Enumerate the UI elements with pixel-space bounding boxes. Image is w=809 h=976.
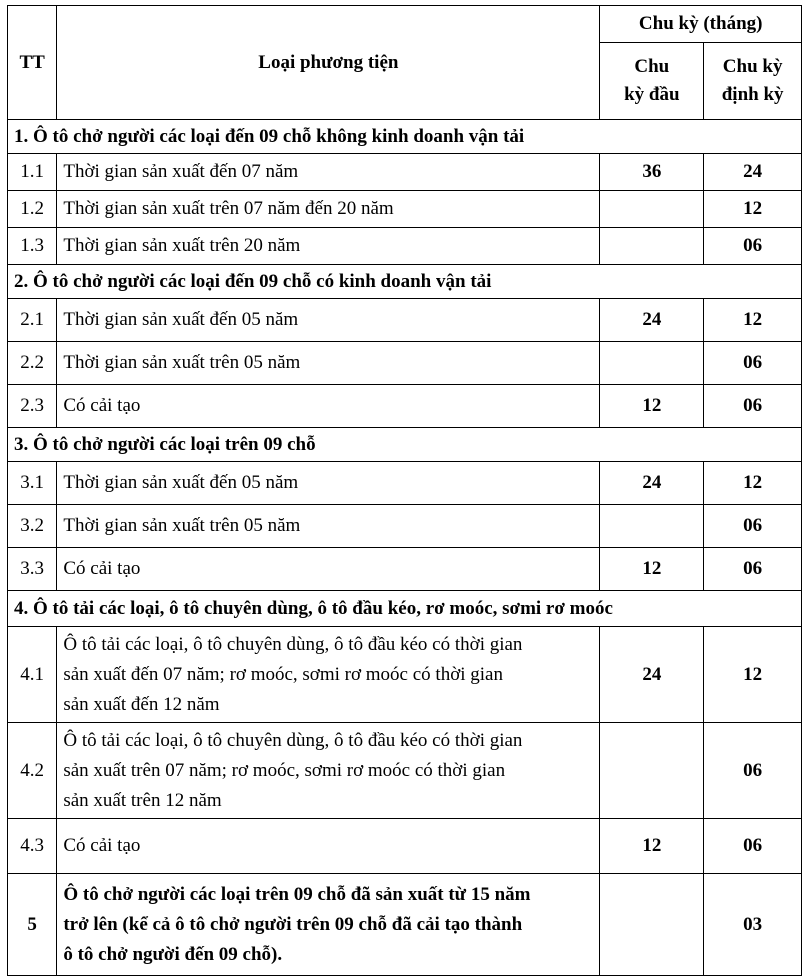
header-tt: TT — [8, 6, 57, 120]
header-vehicle-type: Loại phương tiện — [57, 6, 600, 120]
section-title: 4. Ô tô tải các loại, ô tô chuyên dùng, ô tô đầu kéo, rơ moóc, sơmi rơ moóc — [8, 591, 802, 627]
row-label-line: ô tô chở người đến 09 chỗ). — [63, 943, 283, 965]
row-number: 3.3 — [8, 548, 57, 591]
row-first-cycle — [600, 723, 704, 819]
header-periodic-line2: định kỳ — [721, 84, 784, 105]
row-periodic-cycle: 12 — [704, 627, 802, 723]
row-number: 2.2 — [8, 342, 57, 385]
row-label-line: sản xuất trên 12 năm — [63, 789, 222, 811]
row-label — [57, 723, 600, 819]
row-periodic-cycle: 06 — [704, 505, 802, 548]
row-number: 5 — [8, 874, 57, 976]
row-number: 4.2 — [8, 723, 57, 819]
row-label — [57, 874, 600, 976]
row-first-cycle — [600, 874, 704, 976]
table-row — [8, 505, 802, 548]
row-label: Thời gian sản xuất trên 20 năm — [57, 228, 600, 265]
row-label-line: Ô tô chở người các loại trên 09 chỗ đã sản xuất từ 15 năm — [63, 883, 531, 905]
row-first-cycle — [600, 191, 704, 228]
row-periodic-cycle: 06 — [704, 723, 802, 819]
section-row — [8, 120, 802, 154]
row-periodic-cycle: 06 — [704, 385, 802, 428]
row-first-cycle: 24 — [600, 462, 704, 505]
row-label: Thời gian sản xuất trên 05 năm — [57, 342, 600, 385]
row-label-line: Ô tô tải các loại, ô tô chuyên dùng, ô tô đầu kéo có thời gian — [63, 633, 523, 655]
table-row — [8, 874, 802, 976]
row-first-cycle: 12 — [600, 548, 704, 591]
row-periodic-cycle: 24 — [704, 154, 802, 191]
row-number: 4.3 — [8, 819, 57, 874]
section-title: 3. Ô tô chở người các loại trên 09 chỗ — [8, 428, 802, 462]
table-row — [8, 342, 802, 385]
header-periodic-cycle — [704, 43, 802, 120]
row-first-cycle: 24 — [600, 627, 704, 723]
row-periodic-cycle: 12 — [704, 299, 802, 342]
row-label: Thời gian sản xuất đến 05 năm — [57, 462, 600, 505]
table-row — [8, 228, 802, 265]
row-first-cycle: 24 — [600, 299, 704, 342]
row-number: 1.3 — [8, 228, 57, 265]
row-first-cycle — [600, 505, 704, 548]
row-periodic-cycle: 12 — [704, 191, 802, 228]
header-first-line2: kỳ đầu — [624, 84, 680, 105]
row-number: 1.1 — [8, 154, 57, 191]
row-label-line: sản xuất trên 07 năm; rơ moóc, sơmi rơ moóc có thời gian — [63, 759, 506, 781]
row-periodic-cycle: 06 — [704, 342, 802, 385]
row-label: Có cải tạo — [57, 385, 600, 428]
row-periodic-cycle: 12 — [704, 462, 802, 505]
row-first-cycle — [600, 228, 704, 265]
table-row — [8, 819, 802, 874]
table-row — [8, 299, 802, 342]
section-title: 1. Ô tô chở người các loại đến 09 chỗ không kinh doanh vận tải — [8, 120, 802, 154]
row-label: Thời gian sản xuất đến 05 năm — [57, 299, 600, 342]
row-first-cycle: 12 — [600, 819, 704, 874]
header-first-cycle — [600, 43, 704, 120]
table-row — [8, 385, 802, 428]
row-first-cycle: 12 — [600, 385, 704, 428]
section-row — [8, 591, 802, 627]
row-label-line: trở lên (kể cả ô tô chở người trên 09 chỗ đã cải tạo thành — [63, 913, 523, 935]
row-number: 2.1 — [8, 299, 57, 342]
row-number: 4.1 — [8, 627, 57, 723]
row-periodic-cycle: 06 — [704, 228, 802, 265]
row-number: 3.1 — [8, 462, 57, 505]
row-periodic-cycle: 06 — [704, 819, 802, 874]
row-number: 3.2 — [8, 505, 57, 548]
row-label: Có cải tạo — [57, 548, 600, 591]
header-cycle: Chu kỳ (tháng) — [600, 6, 802, 43]
header-row-1 — [8, 6, 802, 43]
row-periodic-cycle: 03 — [704, 874, 802, 976]
row-label: Thời gian sản xuất trên 05 năm — [57, 505, 600, 548]
row-periodic-cycle: 06 — [704, 548, 802, 591]
table-row — [8, 723, 802, 819]
row-first-cycle: 36 — [600, 154, 704, 191]
section-row — [8, 265, 802, 299]
table-row — [8, 627, 802, 723]
table-row — [8, 191, 802, 228]
section-row — [8, 428, 802, 462]
header-periodic-line1: Chu kỳ — [722, 56, 783, 77]
row-label-line: sản xuất đến 12 năm — [63, 693, 220, 715]
table-row — [8, 548, 802, 591]
row-label: Thời gian sản xuất đến 07 năm — [57, 154, 600, 191]
row-number: 1.2 — [8, 191, 57, 228]
inspection-cycle-table — [7, 5, 802, 976]
row-label: Thời gian sản xuất trên 07 năm đến 20 năm — [57, 191, 600, 228]
table-row — [8, 462, 802, 505]
table-row — [8, 154, 802, 191]
row-label: Có cải tạo — [57, 819, 600, 874]
section-title: 2. Ô tô chở người các loại đến 09 chỗ có kinh doanh vận tải — [8, 265, 802, 299]
row-label-line: sản xuất đến 07 năm; rơ moóc, sơmi rơ moóc có thời gian — [63, 663, 503, 685]
row-label-line: Ô tô tải các loại, ô tô chuyên dùng, ô tô đầu kéo có thời gian — [63, 729, 523, 751]
row-number: 2.3 — [8, 385, 57, 428]
header-first-line1: Chu — [634, 56, 670, 77]
row-label — [57, 627, 600, 723]
row-first-cycle — [600, 342, 704, 385]
